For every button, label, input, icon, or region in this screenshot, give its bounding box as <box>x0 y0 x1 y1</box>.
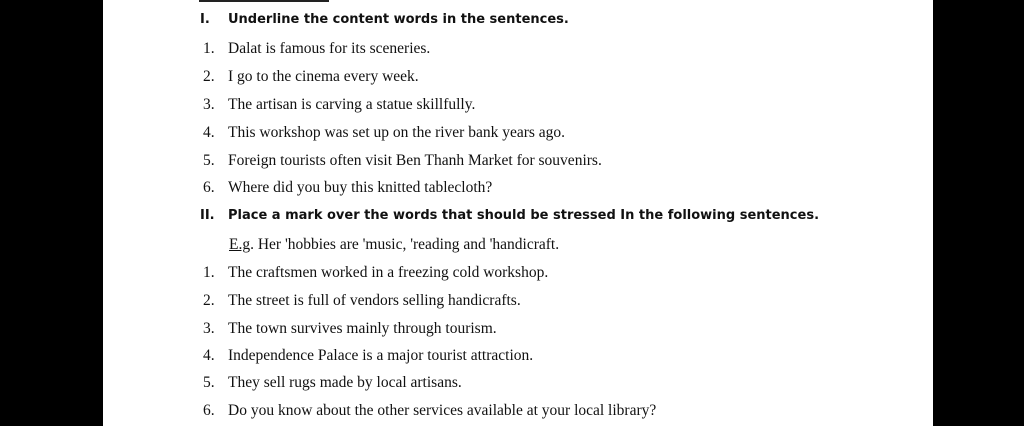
example-text: . Her 'hobbies are 'music, 'reading and 'handicraft. <box>250 236 560 253</box>
item-number: 2. <box>203 292 215 309</box>
section-1-number: I. <box>200 12 210 27</box>
section-1-item-5 <box>203 152 602 170</box>
section-2-item-5 <box>203 374 462 392</box>
item-number: 3. <box>203 320 215 337</box>
item-text: Independence Palace is a major tourist attraction. <box>228 347 534 364</box>
item-text: Foreign tourists often visit Ben Thanh Market for souvenirs. <box>228 152 602 169</box>
item-text: I go to the cinema every week. <box>228 68 419 85</box>
item-number: 4. <box>203 347 215 364</box>
example-line <box>229 236 559 254</box>
section-1-heading <box>200 12 569 27</box>
item-text: The street is full of vendors selling handicrafts. <box>228 292 521 309</box>
section-2-item-3 <box>203 320 497 338</box>
item-number: 1. <box>203 40 215 57</box>
item-number: 5. <box>203 152 215 169</box>
item-number: 3. <box>203 96 215 113</box>
section-2-item-4 <box>203 347 533 365</box>
section-1-item-3 <box>203 96 475 114</box>
section-2-number: II. <box>200 208 215 223</box>
section-2-item-6 <box>203 402 656 420</box>
example-label: E.g <box>229 236 251 253</box>
section-2-item-2 <box>203 292 521 310</box>
item-number: 4. <box>203 124 215 141</box>
item-text: The artisan is carving a statue skillfully. <box>228 96 476 113</box>
section-1-title: Underline the content words in the sentences. <box>228 12 569 27</box>
section-2-heading <box>200 208 819 223</box>
section-1-item-4 <box>203 124 565 142</box>
item-number: 5. <box>203 374 215 391</box>
section-2-title: Place a mark over the words that should be stressed In the following sentences. <box>228 208 820 223</box>
item-number: 1. <box>203 264 215 281</box>
item-number: 2. <box>203 68 215 85</box>
item-text: The craftsmen worked in a freezing cold workshop. <box>228 264 549 281</box>
worksheet-page <box>103 0 933 426</box>
item-number: 6. <box>203 179 215 196</box>
item-text: This workshop was set up on the river bank years ago. <box>228 124 566 141</box>
section-1-item-6 <box>203 179 492 197</box>
item-number: 6. <box>203 402 215 419</box>
item-text: Dalat is famous for its sceneries. <box>228 40 431 57</box>
item-text: The town survives mainly through tourism. <box>228 320 497 337</box>
section-1-item-1 <box>203 40 430 58</box>
item-text: They sell rugs made by local artisans. <box>228 374 462 391</box>
item-text: Do you know about the other services available at your local library? <box>228 402 657 419</box>
section-1-item-2 <box>203 68 419 86</box>
section-2-item-1 <box>203 264 548 282</box>
top-rule <box>199 0 329 2</box>
item-text: Where did you buy this knitted tablecloth? <box>228 179 493 196</box>
